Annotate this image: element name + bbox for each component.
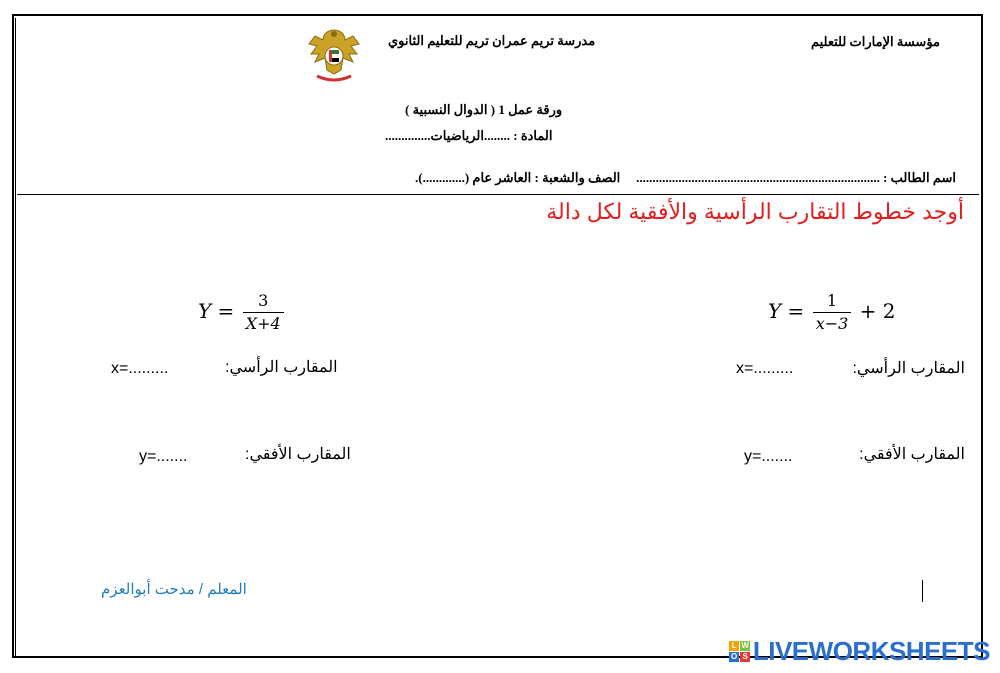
logo-tile-w: W [741, 641, 749, 650]
brand-name: LIVEWORKSHEETS [752, 636, 990, 666]
equation-1-numerator: 1 [813, 290, 852, 313]
school-name: مدرسة تريم عمران تريم للتعليم الثانوي [388, 33, 596, 48]
equation-2-numerator: 3 [243, 290, 284, 313]
p1-horizontal-label: المقارب الأفقي: [859, 446, 965, 463]
uae-emblem-icon [305, 24, 363, 86]
class-line: الصف والشعبة : العاشر عام (.............). [415, 170, 621, 185]
header-divider [17, 194, 979, 195]
equation-1-fraction [813, 290, 852, 335]
equation-1-suffix: + 2 [859, 299, 896, 323]
equation-1 [768, 290, 896, 335]
text-cursor [922, 580, 923, 602]
p2-vertical-label: المقارب الرأسي: [225, 359, 338, 376]
p1-vertical-label: المقارب الرأسي: [852, 360, 965, 377]
student-name-field: اسم الطالب : ........................................................................... [636, 170, 956, 185]
equation-2-denominator: X+4 [245, 314, 281, 333]
subject-line: المادة : ........الرياضيات.............. [385, 128, 553, 143]
equation-2-fraction [243, 290, 284, 335]
institution-name: مؤسسة الإمارات للتعليم [810, 34, 940, 49]
logo-tile-s: S [740, 652, 750, 662]
p2-vertical-answer[interactable]: x=......... [111, 360, 169, 377]
equation-2-lhs: Y = [198, 299, 235, 323]
logo-tile-l: L [729, 641, 739, 651]
p1-horizontal-answer[interactable]: y=....... [744, 448, 793, 465]
equation-1-denominator: x−3 [815, 314, 849, 333]
equation-1-lhs: Y = [768, 299, 805, 323]
task-title: أوجد خطوط التقارب الرأسية والأفقية لكل دالة [546, 199, 964, 224]
p1-vertical-answer[interactable]: x=......... [736, 360, 794, 377]
p2-horizontal-label: المقارب الأفقي: [245, 446, 351, 463]
teacher-name: المعلم / مدحت أبوالعزم [101, 581, 247, 598]
liveworksheets-brand[interactable] [729, 636, 990, 667]
liveworksheets-logo-icon [729, 641, 750, 662]
p2-horizontal-answer[interactable]: y=....... [139, 448, 188, 465]
equation-2 [198, 290, 286, 335]
worksheet-title: ورقة عمل 1 ( الدوال النسبية ) [405, 102, 563, 117]
logo-tile-o: O [729, 652, 739, 662]
